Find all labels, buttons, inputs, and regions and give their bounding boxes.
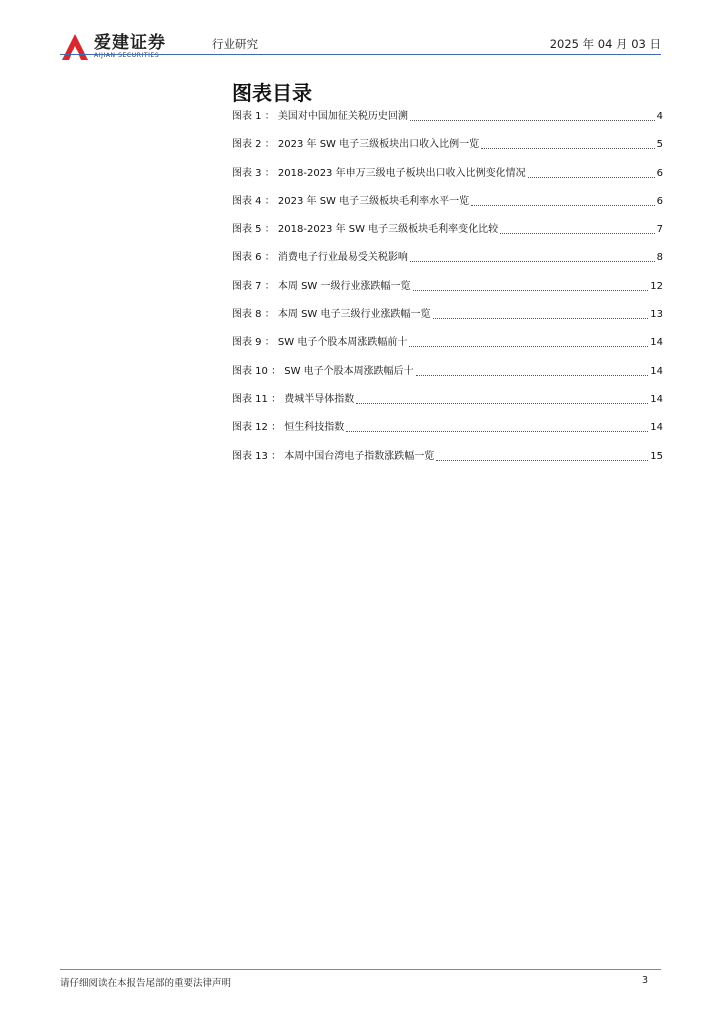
toc-entry-title: 费城半导体指数 [284, 393, 355, 405]
toc-entry-title: 本周 SW 电子三级行业涨跌幅一览 [277, 309, 431, 321]
toc-entry-separator: ： [267, 365, 285, 377]
toc-entry-page: 7 [656, 224, 663, 236]
toc-entry-page: 14 [650, 422, 663, 434]
header-divider [60, 54, 661, 55]
toc-entry-page: 14 [650, 365, 663, 377]
toc-entry-leader [346, 421, 648, 432]
toc-entry-label: 图表 13 [232, 450, 268, 462]
logo-name-cn: 爱建证券 [94, 33, 166, 53]
toc-entry[interactable] [232, 195, 663, 223]
toc-entry[interactable] [232, 167, 663, 195]
page-number: 3 [641, 975, 648, 986]
toc-entry-page: 14 [650, 337, 663, 349]
toc-entry-label: 图表 5 [232, 224, 262, 236]
toc-entry-label: 图表 11 [232, 393, 268, 405]
toc-entry-page: 6 [656, 195, 663, 207]
legal-notice: 请仔细阅读在本报告尾部的重要法律声明 [60, 978, 232, 989]
toc-entry-label: 图表 6 [232, 252, 262, 264]
toc-entry-label: 图表 7 [232, 280, 262, 292]
toc-entry-label: 图表 3 [232, 167, 262, 179]
toc-entry-separator: ： [267, 422, 285, 434]
toc-entry[interactable] [232, 336, 663, 364]
toc-entry-leader [471, 195, 654, 206]
logo-name-en: AIJIAN SECURITIES [94, 52, 160, 59]
toc-entry-leader [433, 308, 649, 319]
toc-entry-page: 15 [650, 450, 663, 462]
toc-entry-page: 8 [656, 252, 663, 264]
toc-entry-title: 消费电子行业最易受关税影响 [277, 252, 408, 264]
toc-entry[interactable] [232, 393, 663, 421]
report-category: 行业研究 [212, 37, 258, 51]
toc-entry-label: 图表 12 [232, 422, 268, 434]
toc-entry[interactable] [232, 365, 663, 393]
toc-entry[interactable] [232, 280, 663, 308]
toc-entry-separator: ： [261, 224, 278, 236]
toc-entry-title: 本周 SW 一级行业涨跌幅一览 [277, 280, 411, 292]
toc-entry-leader [410, 251, 655, 262]
toc-entry-title: 2023 年 SW 电子三级板块出口收入比例一览 [277, 139, 480, 151]
toc-entry-separator: ： [267, 450, 285, 462]
toc-entry-leader [409, 336, 648, 347]
toc-entry[interactable] [232, 138, 663, 166]
toc-entry-leader [436, 450, 648, 461]
toc-title: 图表目录 [232, 81, 312, 105]
toc-entry-leader [410, 110, 655, 121]
toc-entry-title: 本周中国台湾电子指数涨跌幅一览 [284, 450, 435, 462]
toc-entry-leader [356, 393, 648, 404]
toc-entry-leader [413, 280, 649, 291]
toc-entry-leader [416, 365, 649, 376]
toc-entry-label: 图表 10 [232, 365, 268, 377]
toc-entry-separator: ： [267, 393, 285, 405]
toc-entry-label: 图表 1 [232, 111, 262, 122]
toc-entry-label: 图表 9 [232, 337, 262, 349]
company-logo [60, 32, 166, 62]
report-date: 2025 年 04 月 03 日 [549, 37, 661, 51]
toc-entry-leader [481, 138, 654, 149]
toc-entry-separator: ： [261, 280, 278, 292]
toc-entry-page: 12 [650, 280, 663, 292]
toc-entry-page: 6 [656, 167, 663, 179]
toc-entry-label: 图表 2 [232, 139, 262, 151]
toc-entry-page: 5 [656, 139, 663, 151]
toc-entry[interactable] [232, 223, 663, 251]
toc-entry-title: 2023 年 SW 电子三级板块毛利率水平一览 [277, 195, 470, 207]
toc-entry-title: SW 电子个股本周涨跌幅前十 [277, 337, 408, 349]
toc-entry[interactable] [232, 421, 663, 449]
toc-entry-title: SW 电子个股本周涨跌幅后十 [284, 365, 414, 377]
toc-entry-title: 2018-2023 年申万三级电子板块出口收入比例变化情况 [277, 167, 526, 179]
toc-entry-leader [528, 167, 655, 178]
toc-entry[interactable] [232, 110, 663, 138]
toc-entry-page: 14 [650, 393, 663, 405]
toc-entry-separator: ： [261, 252, 278, 264]
toc-entry-leader [500, 223, 654, 234]
toc-entry[interactable] [232, 251, 663, 279]
toc-entry-separator: ： [261, 195, 278, 207]
toc-list [232, 110, 663, 478]
toc-entry[interactable] [232, 308, 663, 336]
toc-entry-title: 美国对中国加征关税历史回溯 [277, 111, 408, 122]
toc-entry-label: 图表 8 [232, 309, 262, 321]
toc-entry[interactable] [232, 450, 663, 478]
toc-entry-page: 4 [656, 111, 663, 122]
aijian-logo-mark-icon [60, 32, 90, 62]
toc-entry-title: 2018-2023 年 SW 电子三级板块毛利率变化比较 [277, 224, 499, 236]
toc-entry-title: 恒生科技指数 [284, 422, 345, 434]
toc-entry-label: 图表 4 [232, 195, 262, 207]
toc-entry-page: 13 [650, 309, 663, 321]
toc-entry-separator: ： [261, 139, 278, 151]
toc-entry-separator: ： [261, 111, 278, 122]
toc-entry-separator: ： [261, 337, 278, 349]
toc-entry-separator: ： [261, 309, 278, 321]
toc-entry-separator: ： [261, 167, 278, 179]
footer-divider [60, 969, 661, 970]
